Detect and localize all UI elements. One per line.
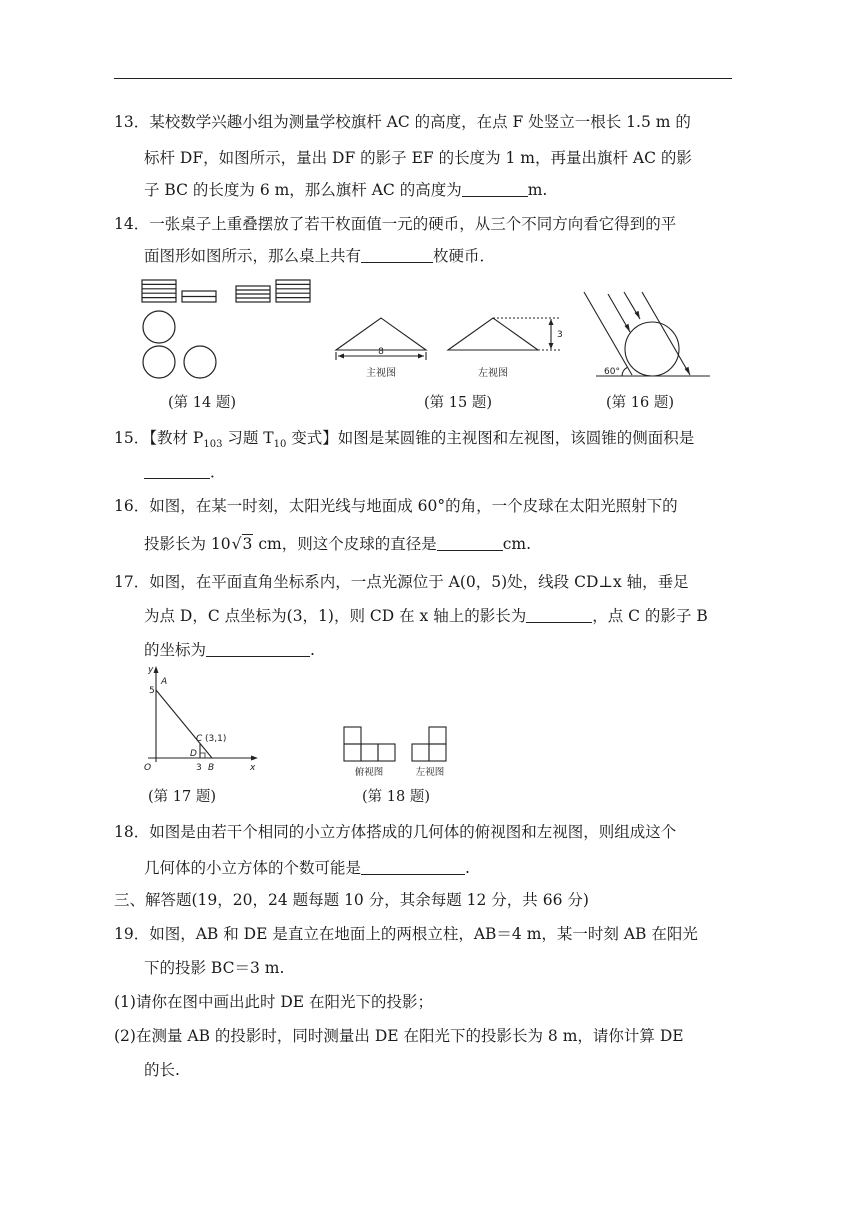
angle-label: 60° [604,367,620,377]
tick-3-label: 3 [196,763,202,773]
cone-left-view [448,318,538,350]
q19-part2: (2)在测量 AB 的投影时，同时测量出 DE 在阳光下的投影长为 8 m，请你计算 DE [114,1027,684,1045]
q19-part1: (1)请你在图中画出此时 DE 在阳光下的投影； [114,993,434,1011]
point-d-label: D [190,749,197,759]
top-view-grid [344,727,395,761]
ball [625,322,679,376]
caption-14: (第 14 题) [168,395,236,411]
caption-16: (第 16 题) [606,395,674,411]
point-c-label: C [196,734,203,744]
angle-arc [622,368,627,377]
left-view-label: 左视图 [415,767,445,778]
section-3-heading: 三、解答题(19，20，24 题每题 10 分，其余每题 12 分，共 66 分) [114,891,589,909]
q17-line2: 为点 D，C 点坐标为(3，1)，则 CD 在 x 轴上的影长为 ，点 C 的影子 B [144,607,708,625]
coin-stack-mid [236,286,270,302]
sun-ray-1 [584,292,632,375]
answer-blank-17a[interactable] [526,608,592,623]
q19-line1: 19．如图，AB 和 DE 是直立在地面上的两根立柱，AB＝4 m，某一时刻 AB 在阳光 [114,925,698,943]
q14-line1: 14．一张桌子上重叠摆放了若干枚面值一元的硬币，从三个不同方向看它得到的平 [114,215,677,233]
q16-line1: 16．如图，在某一时刻，太阳光线与地面成 60°的角，一个皮球在太阳光照射下的 [114,497,678,515]
top-view-label: 俯视图 [354,767,384,778]
light-ray-line [156,690,212,758]
front-view-label: 主视图 [366,368,396,379]
answer-blank-18[interactable] [361,860,465,875]
coin-stack-left [142,280,176,302]
figure-16 [580,288,720,384]
coin-stack-right [276,280,310,302]
left-view-grid [412,727,446,761]
origin-label: O [144,763,152,773]
coin-top-view-1 [143,311,175,343]
answer-blank-16[interactable] [437,536,503,551]
height-label: 3 [557,330,563,340]
q17-line3: 的坐标为 . [144,641,315,659]
q13-line1: 13．某校数学兴趣小组为测量学校旗杆 AC 的高度，在点 F 处竖立一根长 1.5 m 的 [114,113,691,131]
caption-15: (第 15 题) [424,395,492,411]
q15-line1: 15．【教材 $P_{103}$ 习题 $T_{10}$ 变式】如图是某圆锥的主视图和左视图，该圆锥的侧面积是 [114,429,695,451]
answer-blank-14[interactable] [361,248,433,263]
figure-14 [140,278,320,384]
x-axis-label: x [250,763,256,773]
q13-line3: 子 BC 的长度为 6 m，那么旗杆 AC 的高度为 m. [144,181,548,199]
q19-part3: 的长. [144,1061,180,1079]
q13-line2: 标杆 DF，如图所示，量出 DF 的影子 EF 的长度为 1 m，再量出旗杆 AC 的影 [144,149,692,167]
q15-line2: ． [144,462,226,482]
point-a-label: A [161,677,168,687]
coin-stack-small [182,291,216,302]
q19-line2: 下的投影 BC＝3 m. [144,959,285,977]
point-c-coord: (3,1) [205,734,227,744]
coin-top-view-2 [143,346,175,378]
y-axis-label: y [148,665,154,675]
header-rule [114,78,732,79]
figure-17 [140,662,264,774]
point-b-label: B [208,763,215,773]
caption-17: (第 17 题) [148,789,216,805]
tick-5-label: 5 [149,686,155,696]
base-length-label: 8 [378,347,384,357]
left-view-label: 左视图 [478,368,508,379]
q16-line2: 投影长为 10√3 cm，则这个皮球的直径是 cm. [144,535,532,553]
answer-blank-15[interactable] [144,464,210,479]
figure-15 [330,306,570,382]
coin-top-view-3 [184,346,216,378]
answer-blank-17b[interactable] [206,642,310,657]
q14-line2: 面图形如图所示，那么桌上共有 枚硬币． [144,247,496,265]
answer-blank-13[interactable] [462,182,528,197]
q18-line2: 几何体的小立方体的个数可能是 . [144,859,470,877]
figure-18 [336,722,456,780]
caption-18: (第 18 题) [362,789,430,805]
q18-line1: 18．如图是由若干个相同的小立方体搭成的几何体的俯视图和左视图，则组成这个 [114,823,677,841]
sun-ray-4 [642,292,690,375]
q17-line1: 17．如图，在平面直角坐标系内，一点光源位于 A(0，5)处，线段 CD⊥x 轴，垂足 [114,573,689,591]
cone-front-view [336,318,426,350]
